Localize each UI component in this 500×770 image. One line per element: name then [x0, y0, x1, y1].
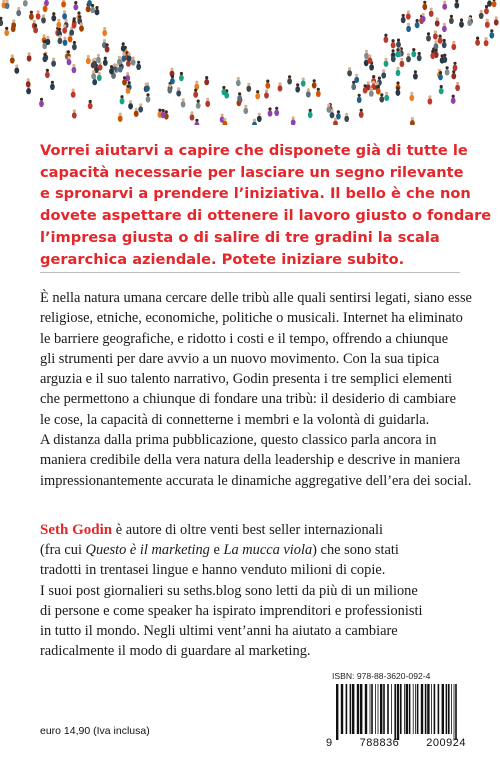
barcode-bar — [391, 684, 392, 734]
barcode-bar — [394, 684, 396, 740]
quote-line: e spronarvi a prendere l’iniziativa. Il bello è che non — [40, 185, 471, 203]
crowd-person — [237, 92, 242, 101]
barcode-bar — [446, 684, 448, 734]
crowd-person — [265, 80, 270, 89]
crowd-person — [146, 93, 151, 102]
barcode-bar — [406, 684, 408, 734]
bio-line: di persone e come speaker ha ispirato imprenditori e professionisti — [40, 602, 423, 619]
crowd-person — [61, 0, 66, 8]
crowd-person — [11, 19, 16, 28]
barcode-bar — [425, 684, 427, 734]
crowd-person — [179, 72, 184, 81]
crowd-person — [451, 95, 456, 104]
crowd-person — [72, 41, 77, 50]
description-line: che permettono a chiunque di fondare una tribù: il desiderio di cambiare — [40, 391, 456, 408]
crowd-person — [23, 0, 28, 7]
crowd-person — [257, 113, 262, 122]
crowd-person — [29, 11, 34, 20]
crowd-person — [438, 35, 443, 44]
crowd-person — [190, 111, 195, 120]
crowd-person — [415, 19, 420, 28]
crowd-person — [136, 61, 141, 70]
crowd-person — [442, 39, 447, 48]
crowd-person — [62, 10, 67, 19]
crowd-person — [196, 100, 201, 109]
description-line: le barriere geografiche, e ridotto i costi e il tempo, offrendo a chiunque — [40, 330, 449, 347]
crowd-person — [410, 117, 415, 125]
barcode-bar — [438, 684, 440, 734]
bio-text: (fra cui — [40, 542, 86, 559]
crowd-person — [426, 32, 431, 41]
crowd-person — [344, 113, 349, 122]
description-line: le cose, la capacità di connetterne i membri e la volontà di guidarla. — [40, 411, 430, 428]
crowd-person — [417, 52, 422, 61]
barcode-bar — [387, 684, 389, 734]
bio-text: è autore di oltre venti best seller internazionali — [112, 522, 384, 538]
isbn-label: ISBN: 978-88-3620-092-4 — [332, 671, 431, 681]
promo-quote — [40, 140, 492, 270]
crowd-person — [103, 57, 108, 66]
crowd-person — [27, 52, 32, 61]
bio-line — [40, 540, 460, 560]
crowd-person — [117, 56, 122, 65]
crowd-person — [45, 69, 50, 78]
description-line: gli strumenti per dare avvio a un nuovo movimento. Con la sua tipica — [40, 350, 440, 367]
crowd-person — [400, 58, 405, 67]
crowd-person — [96, 54, 101, 63]
crowd-person — [429, 8, 434, 17]
barcode-bar — [365, 684, 367, 734]
crowd-person — [422, 1, 427, 10]
crowd-person — [87, 0, 92, 7]
crowd-person — [306, 88, 311, 97]
barcode-bar — [427, 684, 429, 734]
crowd-person — [278, 82, 283, 91]
bio-text: ) che sono stati — [312, 542, 399, 559]
crowd-person — [479, 10, 484, 19]
barcode-bar — [415, 684, 416, 734]
crowd-person — [492, 0, 497, 7]
crowd-person — [301, 77, 306, 86]
crowd-person — [359, 109, 364, 118]
crowd-person — [205, 98, 210, 107]
bio-line: radicalmente il modo di guardare al marketing. — [40, 643, 311, 660]
crowd-person — [10, 54, 15, 63]
book-description — [40, 288, 472, 491]
crowd-person — [176, 87, 181, 96]
crowd-person — [484, 37, 489, 46]
crowd-person — [428, 95, 433, 104]
barcode-bar — [455, 684, 457, 740]
crowd-person — [391, 39, 396, 48]
crowd-person — [384, 92, 389, 101]
crowd-person — [485, 19, 490, 28]
barcode-bar — [350, 684, 352, 734]
description-line: arguzia e il suo talento narrativo, Godin presenta i tre semplici elementi — [40, 371, 453, 388]
crowd-person — [5, 0, 10, 9]
crowd-person — [51, 58, 56, 67]
crowd-person — [295, 83, 300, 92]
crowd-person — [454, 0, 459, 9]
crowd-person — [347, 67, 352, 76]
description-line: maniera credibile della vera natura della leadership e descrive in maniera — [40, 452, 461, 469]
barcode — [330, 684, 464, 740]
crowd-person — [445, 66, 450, 75]
crowd-person — [406, 10, 411, 19]
crowd-person — [409, 92, 414, 101]
crowd-illustration — [0, 0, 500, 125]
description-line: È nella natura umana cercare delle tribù alle quali sentirsi legati, siano esse — [40, 290, 472, 306]
crowd-person — [222, 86, 227, 95]
crowd-person — [433, 30, 438, 39]
crowd-person — [455, 82, 460, 91]
barcode-bar — [431, 684, 432, 734]
crowd-person — [236, 77, 241, 86]
crowd-person — [453, 62, 458, 71]
barcode-bar — [346, 684, 348, 734]
crowd-person — [406, 53, 411, 62]
quote-line: l’impresa giusta o di salire di tre gradini la scala — [40, 228, 440, 246]
crowd-person — [128, 100, 133, 109]
crowd-person — [195, 119, 200, 125]
crowd-person — [14, 65, 19, 74]
crowd-person — [274, 107, 279, 116]
crowd-person — [459, 18, 464, 27]
crowd-person — [204, 76, 209, 85]
crowd-person — [109, 65, 114, 74]
crowd-person — [0, 17, 3, 26]
bio-line: I suoi post giornalieri su seths.blog sono letti da più di un milione — [40, 582, 418, 599]
crowd-person — [268, 107, 273, 116]
crowd-person — [435, 17, 440, 26]
crowd-person — [56, 19, 61, 28]
author-bio — [40, 520, 460, 661]
crowd-person — [316, 88, 321, 97]
crowd-person — [384, 58, 389, 67]
crowd-person — [138, 103, 143, 112]
barcode-bar — [421, 684, 423, 734]
barcode-bar — [371, 684, 373, 734]
crowd-person — [71, 89, 76, 98]
crowd-person — [102, 27, 107, 36]
description-line: A distanza dalla prima pubblicazione, questo classico parla ancora in — [40, 432, 437, 449]
crowd-person — [406, 23, 411, 32]
bio-line: in tutto il mondo. Negli ultimi vent’anni ha aiutato a cambiare — [40, 623, 398, 640]
author-name: Seth Godin — [40, 522, 113, 538]
crowd-person — [97, 72, 102, 81]
crowd-person — [255, 90, 260, 99]
crowd-person — [16, 7, 21, 16]
crowd-person — [401, 14, 406, 23]
bio-line: tradotti in trentasei lingue e hanno venduto milioni di copie. — [40, 562, 386, 579]
crowd-person — [193, 89, 198, 98]
barcode-bar — [454, 684, 455, 740]
crowd-person — [4, 27, 9, 36]
crowd-person — [442, 23, 447, 32]
barcode-bar — [378, 684, 379, 734]
crowd-person — [451, 70, 456, 79]
barcode-bar — [451, 684, 452, 734]
barcode-bar — [380, 684, 382, 734]
crowd-person — [434, 40, 439, 49]
crowd-person — [72, 19, 77, 28]
barcode-number — [326, 737, 466, 749]
crowd-person — [44, 0, 49, 6]
crowd-person — [439, 85, 444, 94]
price-label: euro 14,90 (Iva inclusa) — [40, 725, 150, 737]
crowd-person — [252, 119, 257, 125]
quote-line: Vorrei aiutarvi a capire che disponete già di tutte le — [40, 142, 468, 159]
barcode-bar — [352, 684, 354, 734]
crowd-person — [72, 109, 77, 118]
barcode-digit-first: 9 — [326, 737, 333, 749]
crowd-person — [121, 42, 126, 51]
barcode-bar — [360, 684, 362, 734]
crowd-person — [194, 81, 199, 90]
crowd-person — [26, 78, 31, 87]
crowd-person — [379, 93, 384, 102]
crowd-person — [72, 64, 77, 73]
crowd-person — [291, 116, 296, 125]
divider — [40, 272, 460, 273]
crowd-person — [413, 70, 418, 79]
crowd-person — [396, 39, 401, 48]
crowd-person — [442, 0, 447, 9]
crowd-person — [41, 14, 46, 23]
crowd-image — [0, 0, 500, 125]
crowd-person — [63, 37, 68, 46]
crowd-person — [451, 41, 456, 50]
crowd-person — [243, 105, 248, 114]
crowd-person — [51, 12, 56, 21]
barcode-bar — [409, 684, 411, 734]
barcode-bar — [370, 684, 371, 734]
crowd-person — [421, 13, 426, 22]
crowd-person — [246, 83, 251, 92]
crowd-person — [411, 48, 416, 57]
crowd-person — [312, 79, 317, 88]
barcode-bar — [417, 684, 419, 734]
barcode-bar — [442, 684, 444, 734]
description-line: impressionantemente accurata le dinamiche aggregative dell’era dei social. — [40, 472, 472, 489]
bio-line — [40, 520, 460, 540]
crowd-person — [364, 50, 369, 59]
description-line: religiose, etniche, economiche, politiche o musicali. Internet ha eliminato — [40, 310, 463, 327]
bio-text: e — [209, 542, 224, 559]
crowd-person — [308, 109, 313, 118]
quote-line: dovete aspettare di ottenere il lavoro giusto o fondare — [40, 207, 492, 225]
crowd-person — [39, 98, 44, 107]
crowd-person — [36, 10, 41, 19]
barcode-bar — [434, 684, 436, 734]
crowd-person — [73, 1, 78, 10]
crowd-person — [384, 34, 389, 43]
barcode-bar — [397, 684, 399, 740]
crowd-person — [475, 37, 480, 46]
barcode-bar — [375, 684, 376, 734]
barcode-bar — [336, 684, 338, 740]
crowd-person — [494, 16, 499, 25]
book-title: La mucca viola — [223, 542, 313, 559]
crowd-person — [489, 29, 494, 38]
crowd-person — [120, 95, 125, 104]
crowd-person — [357, 94, 362, 103]
barcode-bar — [413, 684, 414, 734]
barcode-bar — [404, 684, 405, 734]
barcode-digit-group: 200924 — [426, 737, 466, 749]
crowd-person — [134, 108, 139, 117]
crowd-person — [264, 89, 269, 98]
crowd-person — [88, 100, 93, 109]
barcode-bar — [400, 684, 402, 734]
quote-line: capacità necessarie per lasciare un segno rilevante — [40, 163, 464, 181]
barcode-digit-group: 788836 — [359, 737, 400, 749]
quote-line: gerarchica aziendale. Potete iniziare subito. — [40, 250, 405, 268]
crowd-person — [86, 55, 91, 64]
crowd-person — [484, 5, 489, 14]
crowd-person — [181, 98, 186, 107]
crowd-person — [118, 113, 123, 122]
crowd-person — [46, 36, 51, 45]
crowd-person — [287, 75, 292, 84]
crowd-person — [95, 6, 100, 15]
barcode-bar — [448, 684, 450, 734]
crowd-person — [50, 81, 55, 90]
crowd-person — [449, 15, 454, 24]
crowd-person — [381, 69, 386, 78]
crowd-person — [396, 67, 401, 76]
book-title: Questo è il marketing — [85, 542, 210, 559]
crowd-person — [131, 56, 136, 65]
barcode-bar — [341, 684, 343, 734]
barcode-bar — [383, 684, 385, 734]
barcode-bar — [357, 684, 359, 734]
